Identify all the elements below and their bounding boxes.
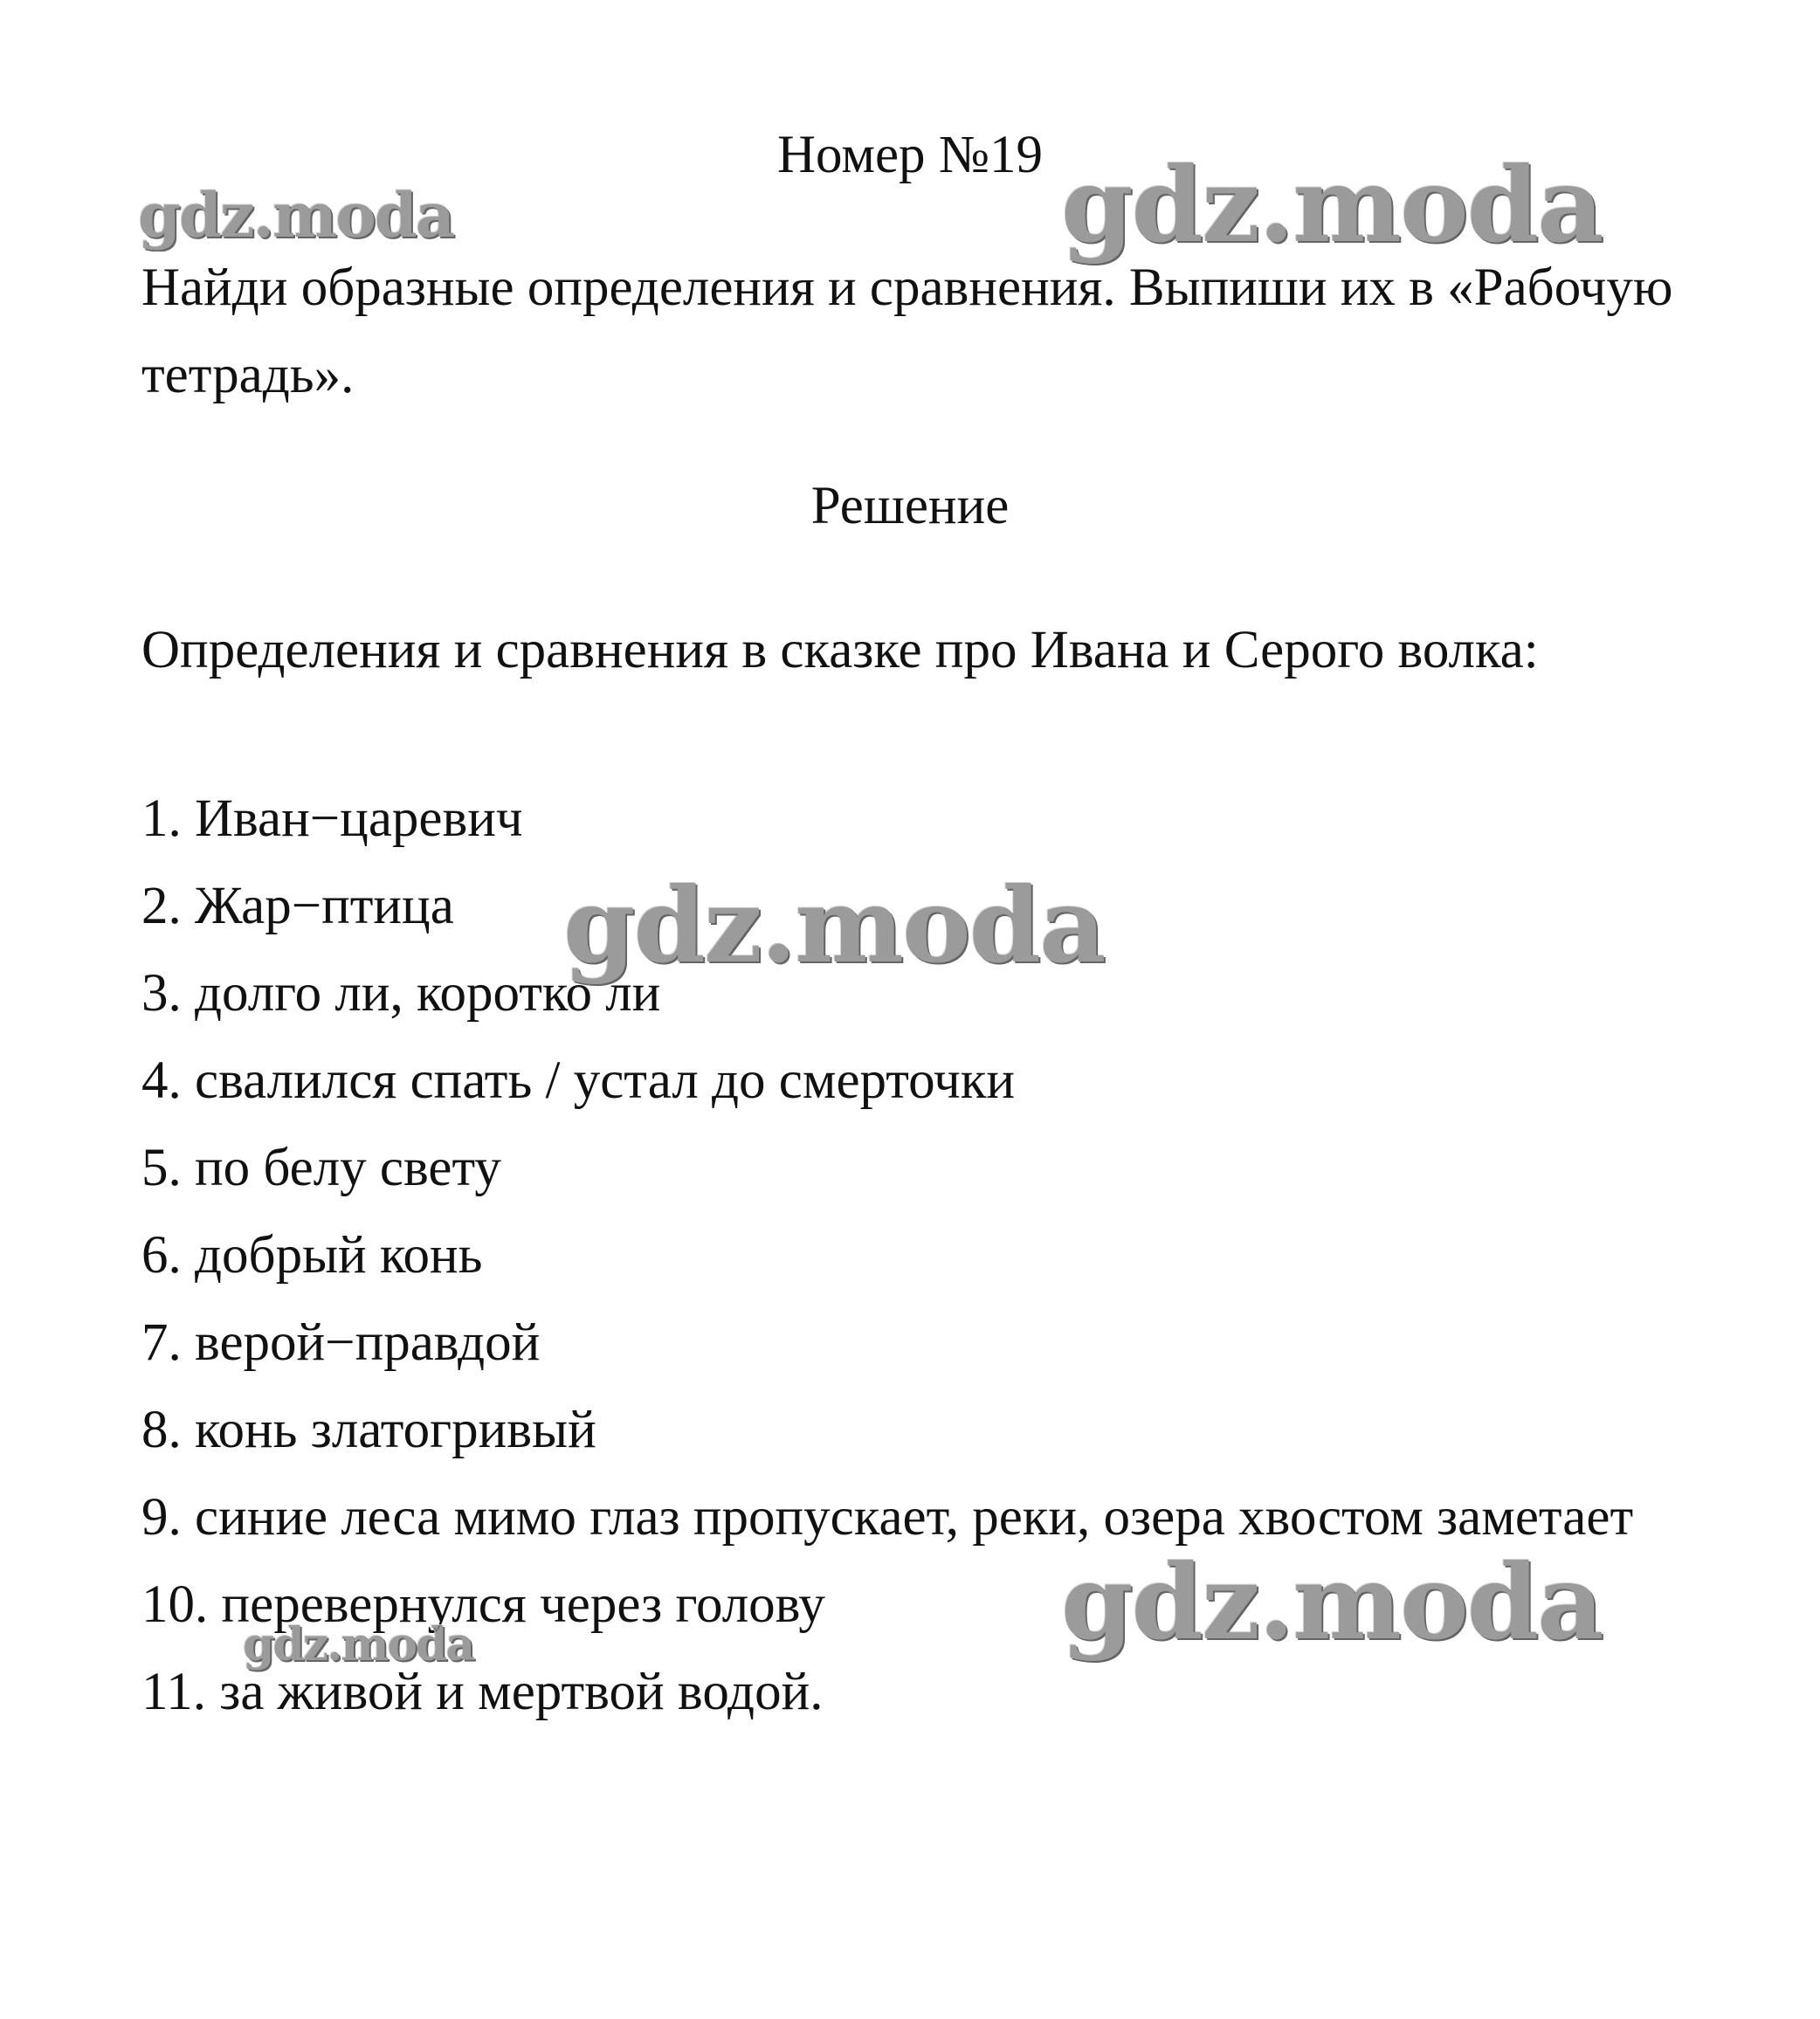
list-item: 11. за живой и мертвой водой. — [141, 1663, 824, 1721]
watermark-logo: gdz.moda — [243, 1618, 474, 1671]
list-item: 5. по белу свету — [141, 1139, 501, 1197]
list-item: 9. синие леса мимо глаз пропускает, реки, озера хвостом заметает — [141, 1488, 1634, 1547]
list-item: 1. Иван−царевич — [141, 789, 523, 848]
list-item: 4. свалился спать / устал до смерточки — [141, 1051, 1015, 1110]
list-item: 8. конь златогривый — [141, 1401, 596, 1459]
list-item: 10. перевернулся через голову — [141, 1575, 825, 1634]
watermark-logo: gdz.moda — [138, 179, 454, 252]
solution-intro: Определения и сравнения в сказке про Ивана и Серого волка: — [141, 621, 1539, 679]
list-item: 6. добрый конь — [141, 1226, 483, 1285]
list-item: 7. верой−правдой — [141, 1313, 541, 1372]
page-title: Номер №19 — [776, 126, 1044, 184]
watermark-logo: gdz.moda — [1061, 1541, 1603, 1663]
watermark-logo: gdz.moda — [1061, 144, 1603, 265]
task-text: Найди образные определения и сравнения. Выпиши их в «Рабочую тетрадь». — [141, 258, 1673, 404]
solution-heading: Решение — [810, 477, 1010, 535]
list-item: 3. долго ли, коротко ли — [141, 964, 661, 1023]
watermark-logo: gdz.moda — [563, 865, 1105, 986]
list-item: 2. Жар−птица — [141, 877, 454, 935]
